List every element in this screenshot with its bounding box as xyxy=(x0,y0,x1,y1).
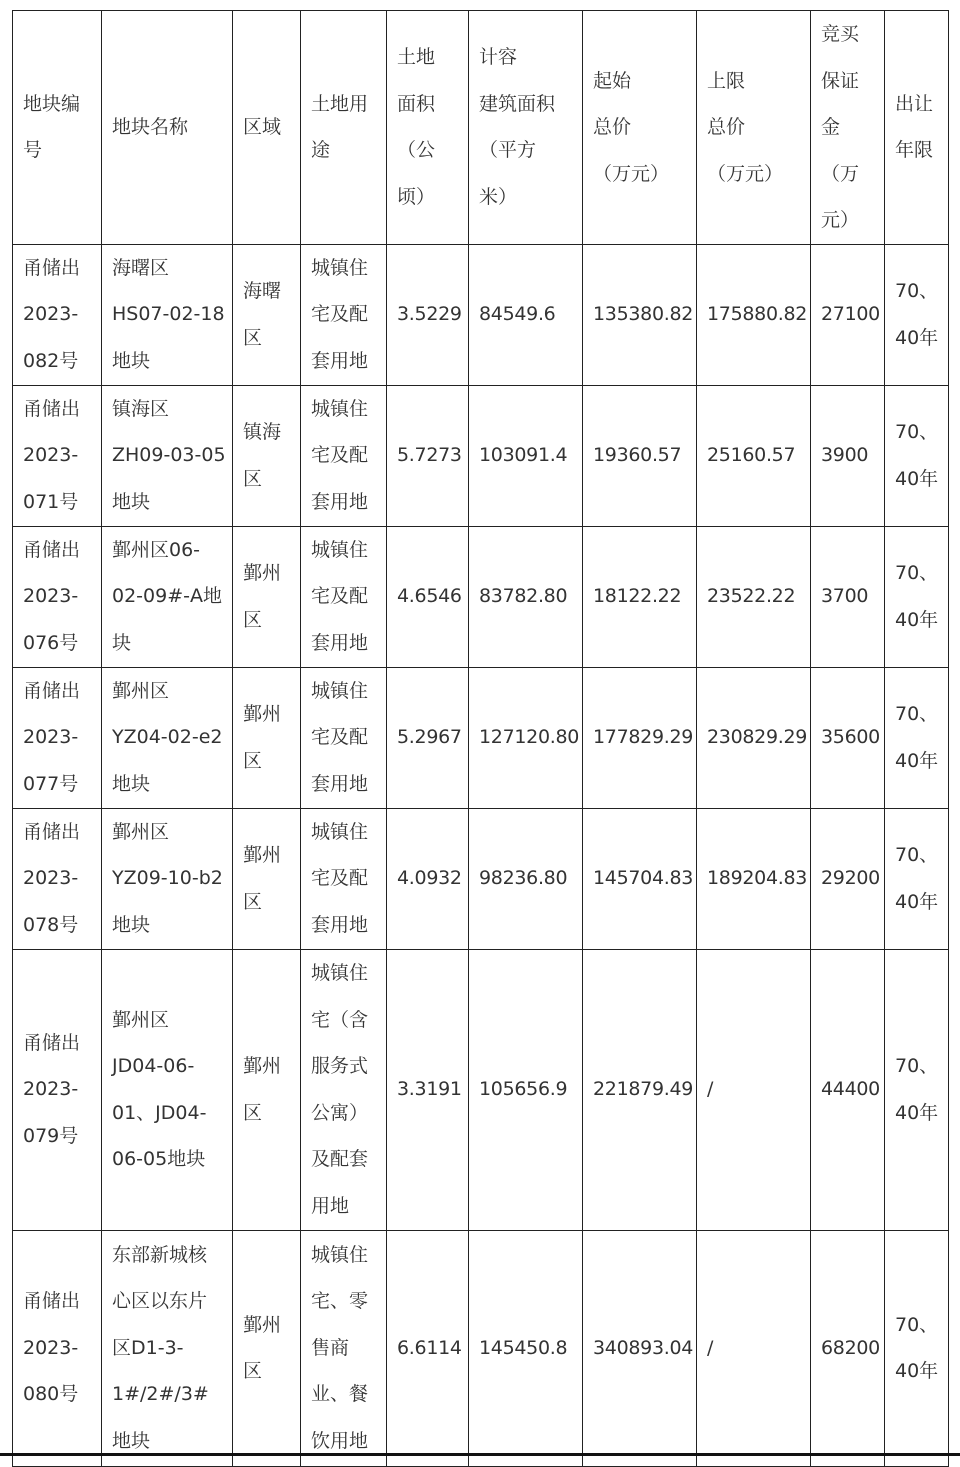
cell-deposit: 44400 xyxy=(811,949,885,1230)
cell-district: 鄞州 区 xyxy=(233,808,301,949)
table-row xyxy=(13,949,949,1230)
table-row xyxy=(13,526,949,667)
cell-term: 70、 40年 xyxy=(885,808,949,949)
cell-area: 5.7273 xyxy=(387,385,469,526)
cell-code: 甬储出 2023- 071号 xyxy=(13,385,102,526)
cell-name: 鄞州区 YZ09-10-b2 地块 xyxy=(102,808,233,949)
cell-area: 4.6546 xyxy=(387,526,469,667)
cell-gfa: 83782.80 xyxy=(469,526,583,667)
cell-use: 城镇住 宅（含 服务式 公寓） 及配套 用地 xyxy=(301,949,387,1230)
cell-area: 3.5229 xyxy=(387,244,469,385)
table-row xyxy=(13,667,949,808)
cell-start-price: 19360.57 xyxy=(583,385,697,526)
cell-cap-price: / xyxy=(697,949,811,1230)
cell-area: 3.3191 xyxy=(387,949,469,1230)
cell-use: 城镇住 宅、零 售商 业、餐 饮用地 xyxy=(301,1230,387,1466)
cell-area: 5.2967 xyxy=(387,667,469,808)
cell-term: 70、 40年 xyxy=(885,667,949,808)
cell-start-price: 18122.22 xyxy=(583,526,697,667)
cell-code: 甬储出 2023- 076号 xyxy=(13,526,102,667)
cell-code: 甬储出 2023- 078号 xyxy=(13,808,102,949)
cell-code: 甬储出 2023- 082号 xyxy=(13,244,102,385)
cell-name: 鄞州区 YZ04-02-e2 地块 xyxy=(102,667,233,808)
cell-deposit: 29200 xyxy=(811,808,885,949)
cell-deposit: 35600 xyxy=(811,667,885,808)
cell-gfa: 105656.9 xyxy=(469,949,583,1230)
table-row xyxy=(13,385,949,526)
cell-code: 甬储出 2023- 077号 xyxy=(13,667,102,808)
cell-term: 70、 40年 xyxy=(885,949,949,1230)
cell-term: 70、 40年 xyxy=(885,1230,949,1466)
table-header-row xyxy=(13,11,949,245)
header-district: 区域 xyxy=(233,11,301,245)
cell-district: 鄞州 区 xyxy=(233,526,301,667)
cell-use: 城镇住 宅及配 套用地 xyxy=(301,526,387,667)
header-gfa: 计容 建筑面积 （平方 米） xyxy=(469,11,583,245)
cell-district: 鄞州 区 xyxy=(233,667,301,808)
cell-start-price: 340893.04 xyxy=(583,1230,697,1466)
cell-cap-price: 25160.57 xyxy=(697,385,811,526)
cell-deposit: 3700 xyxy=(811,526,885,667)
cell-name: 镇海区 ZH09-03-05 地块 xyxy=(102,385,233,526)
cell-use: 城镇住 宅及配 套用地 xyxy=(301,244,387,385)
header-code: 地块编 号 xyxy=(13,11,102,245)
cell-term: 70、 40年 xyxy=(885,244,949,385)
cell-use: 城镇住 宅及配 套用地 xyxy=(301,667,387,808)
header-name: 地块名称 xyxy=(102,11,233,245)
cell-code: 甬储出 2023- 079号 xyxy=(13,949,102,1230)
cell-gfa: 103091.4 xyxy=(469,385,583,526)
cell-district: 鄞州 区 xyxy=(233,949,301,1230)
cell-cap-price: 189204.83 xyxy=(697,808,811,949)
cell-start-price: 145704.83 xyxy=(583,808,697,949)
cell-district: 鄞州 区 xyxy=(233,1230,301,1466)
header-start-price: 起始 总价 （万元） xyxy=(583,11,697,245)
table-row xyxy=(13,808,949,949)
header-area: 土地 面积 （公 顷） xyxy=(387,11,469,245)
cell-area: 4.0932 xyxy=(387,808,469,949)
cell-start-price: 177829.29 xyxy=(583,667,697,808)
cell-deposit: 27100 xyxy=(811,244,885,385)
table-row xyxy=(13,244,949,385)
cell-cap-price: 230829.29 xyxy=(697,667,811,808)
cell-area: 6.6114 xyxy=(387,1230,469,1466)
cell-term: 70、 40年 xyxy=(885,385,949,526)
cell-cap-price: 23522.22 xyxy=(697,526,811,667)
cell-cap-price: 175880.82 xyxy=(697,244,811,385)
cell-gfa: 98236.80 xyxy=(469,808,583,949)
cell-name: 鄞州区06- 02-09#-A地 块 xyxy=(102,526,233,667)
cell-term: 70、 40年 xyxy=(885,526,949,667)
cell-district: 镇海 区 xyxy=(233,385,301,526)
cell-gfa: 127120.80 xyxy=(469,667,583,808)
header-use: 土地用 途 xyxy=(301,11,387,245)
table-row xyxy=(13,1230,949,1466)
cell-gfa: 84549.6 xyxy=(469,244,583,385)
cell-name: 海曙区 HS07-02-18 地块 xyxy=(102,244,233,385)
cell-name: 鄞州区 JD04-06- 01、JD04- 06-05地块 xyxy=(102,949,233,1230)
cell-deposit: 3900 xyxy=(811,385,885,526)
cell-gfa: 145450.8 xyxy=(469,1230,583,1466)
cell-deposit: 68200 xyxy=(811,1230,885,1466)
cell-use: 城镇住 宅及配 套用地 xyxy=(301,385,387,526)
cell-cap-price: / xyxy=(697,1230,811,1466)
cell-name: 东部新城核 心区以东片 区D1-3- 1#/2#/3# 地块 xyxy=(102,1230,233,1466)
cell-start-price: 221879.49 xyxy=(583,949,697,1230)
header-deposit: 竞买 保证 金 （万 元） xyxy=(811,11,885,245)
cell-code: 甬储出 2023- 080号 xyxy=(13,1230,102,1466)
cell-start-price: 135380.82 xyxy=(583,244,697,385)
cell-district: 海曙 区 xyxy=(233,244,301,385)
header-cap-price: 上限 总价 （万元） xyxy=(697,11,811,245)
header-term: 出让 年限 xyxy=(885,11,949,245)
land-parcel-table xyxy=(12,10,949,1467)
cell-use: 城镇住 宅及配 套用地 xyxy=(301,808,387,949)
land-parcel-table-container xyxy=(12,10,948,1467)
